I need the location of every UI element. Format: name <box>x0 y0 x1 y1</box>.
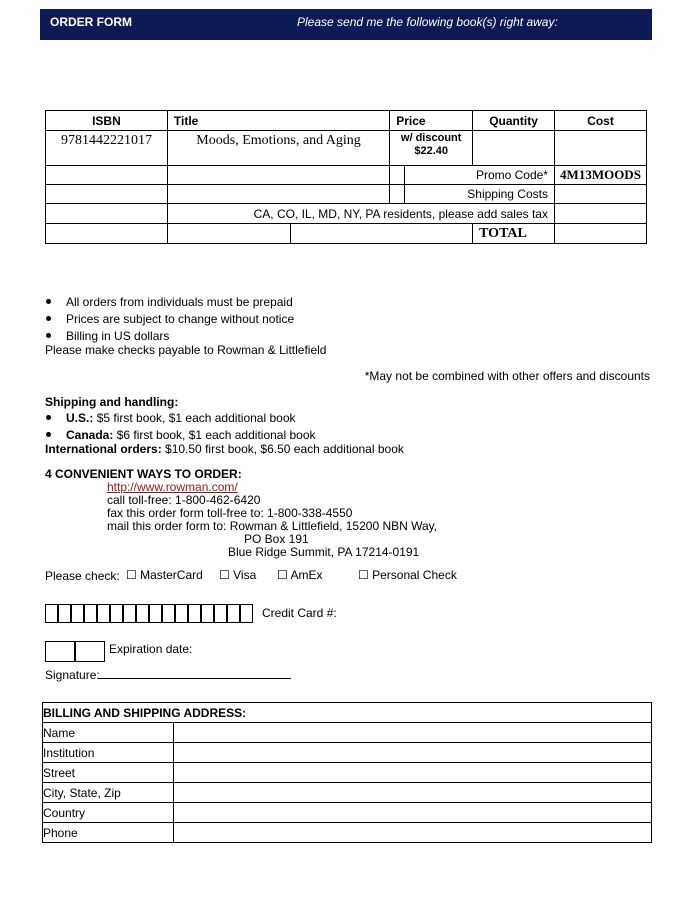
order-phone: call toll-free: 1-800-462-6420 <box>107 493 261 507</box>
institution-input[interactable] <box>173 743 651 763</box>
address-field-label: Phone <box>43 823 174 843</box>
signature-label: Signature: <box>45 668 100 682</box>
street-input[interactable] <box>173 763 651 783</box>
address-field-label: Country <box>43 803 174 823</box>
credit-card-digit-box[interactable] <box>227 604 240 623</box>
order-table <box>45 110 647 244</box>
credit-card-digit-box[interactable] <box>162 604 175 623</box>
note-prices: Prices are subject to change without notice <box>66 312 295 326</box>
address-heading: BILLING AND SHIPPING ADDRESS: <box>43 703 652 723</box>
checkbox-icon[interactable]: ☐ <box>358 568 369 582</box>
credit-card-digit-box[interactable] <box>58 604 71 623</box>
isbn-cell: 9781442221017 <box>46 131 168 166</box>
credit-card-digit-box[interactable] <box>214 604 227 623</box>
name-input[interactable] <box>173 723 651 743</box>
phone-input[interactable] <box>173 823 651 843</box>
price-cell <box>390 131 473 166</box>
shipping-us-text: $5 first book, $1 each additional book <box>96 411 296 425</box>
credit-card-digit-box[interactable] <box>71 604 84 623</box>
col-header-price: Price <box>390 111 473 131</box>
note-prepaid: All orders from individuals must be prepaid <box>66 295 293 309</box>
option-personal-check[interactable] <box>358 568 457 582</box>
total-label: TOTAL <box>473 224 555 244</box>
col-header-cost: Cost <box>554 111 646 131</box>
bullet-dot <box>46 415 51 420</box>
city-state-zip-input[interactable] <box>173 783 651 803</box>
checkbox-icon[interactable]: ☐ <box>219 568 230 582</box>
col-header-isbn: ISBN <box>46 111 168 131</box>
credit-card-digit-box[interactable] <box>97 604 110 623</box>
shipping-intl <box>45 442 404 456</box>
country-input[interactable] <box>173 803 651 823</box>
credit-card-digit-box[interactable] <box>240 604 253 623</box>
bullet-dot <box>46 432 51 437</box>
credit-card-digit-box[interactable] <box>149 604 162 623</box>
checks-payable-note: Please make checks payable to Rowman & Littlefield <box>45 343 327 357</box>
book-title-cell: Moods, Emotions, and Aging <box>167 131 389 166</box>
note-billing: Billing in US dollars <box>66 329 170 343</box>
shipping-heading: Shipping and handling: <box>45 395 179 409</box>
address-field-label: Institution <box>43 743 174 763</box>
promo-footnote: *May not be combined with other offers and discounts <box>364 369 650 383</box>
option-amex[interactable] <box>277 568 322 582</box>
header-bar <box>40 9 652 40</box>
website-link[interactable]: http://www.rowman.com/ <box>107 480 238 494</box>
credit-card-label: Credit Card #: <box>262 606 337 620</box>
option-label: Personal Check <box>372 568 457 582</box>
option-label: AmEx <box>290 568 323 582</box>
price-discount-value: $22.40 <box>414 145 448 157</box>
credit-card-digit-box[interactable] <box>45 604 58 623</box>
sales-tax-label: CA, CO, IL, MD, NY, PA residents, please add sales tax <box>167 204 554 224</box>
bullet-dot <box>46 316 51 321</box>
shipping-canada-label: Canada: <box>66 428 114 442</box>
shipping-costs-cell[interactable] <box>554 185 646 204</box>
shipping-costs-label: Shipping Costs <box>405 185 555 204</box>
payment-label: Please check: <box>45 569 120 583</box>
credit-card-digit-box[interactable] <box>123 604 136 623</box>
form-tagline: Please send me the following book(s) right away: <box>297 15 558 29</box>
expiration-year-box[interactable] <box>75 641 105 662</box>
cost-cell[interactable] <box>554 131 646 166</box>
shipping-intl-text: $10.50 first book, $6.50 each additional book <box>165 442 404 456</box>
shipping-canada-text: $6 first book, $1 each additional book <box>116 428 316 442</box>
shipping-us <box>66 411 296 425</box>
price-discount-label: w/ discount <box>400 132 462 144</box>
shipping-intl-label: International orders: <box>45 442 162 456</box>
address-field-label: City, State, Zip <box>43 783 174 803</box>
signature-line[interactable] <box>98 678 291 679</box>
promo-code-value: 4M13MOODS <box>554 166 646 185</box>
credit-card-digit-box[interactable] <box>175 604 188 623</box>
order-fax: fax this order form toll-free to: 1-800-338-4550 <box>107 506 353 520</box>
order-po-box: PO Box 191 <box>244 532 309 546</box>
checkbox-icon[interactable]: ☐ <box>277 568 288 582</box>
expiration-label: Expiration date: <box>109 642 193 656</box>
option-label: MasterCard <box>140 568 203 582</box>
bullet-dot <box>46 299 51 304</box>
order-mail: mail this order form to: Rowman & Littlefield, 15200 NBN Way, <box>107 519 438 533</box>
credit-card-digit-box[interactable] <box>201 604 214 623</box>
bullet-dot <box>46 333 51 338</box>
option-label: Visa <box>233 568 257 582</box>
address-table <box>42 702 652 843</box>
shipping-us-label: U.S.: <box>66 411 94 425</box>
expiration-month-box[interactable] <box>45 641 75 662</box>
option-visa[interactable] <box>219 568 256 582</box>
credit-card-digit-box[interactable] <box>84 604 97 623</box>
form-title: ORDER FORM <box>50 15 132 29</box>
order-city: Blue Ridge Summit, PA 17214-0191 <box>228 545 420 559</box>
sales-tax-cell[interactable] <box>554 204 646 224</box>
address-field-label: Street <box>43 763 174 783</box>
credit-card-digit-box[interactable] <box>188 604 201 623</box>
credit-card-digit-box[interactable] <box>136 604 149 623</box>
option-mastercard[interactable] <box>126 568 203 582</box>
quantity-input-cell[interactable] <box>473 131 555 166</box>
total-cell[interactable] <box>554 224 646 244</box>
promo-code-label: Promo Code* <box>405 166 555 185</box>
ways-heading: 4 CONVENIENT WAYS TO ORDER: <box>45 467 242 481</box>
col-header-title: Title <box>167 111 389 131</box>
address-field-label: Name <box>43 723 174 743</box>
checkbox-icon[interactable]: ☐ <box>126 568 137 582</box>
credit-card-digit-box[interactable] <box>110 604 123 623</box>
shipping-canada <box>66 428 316 442</box>
col-header-quantity: Quantity <box>473 111 555 131</box>
